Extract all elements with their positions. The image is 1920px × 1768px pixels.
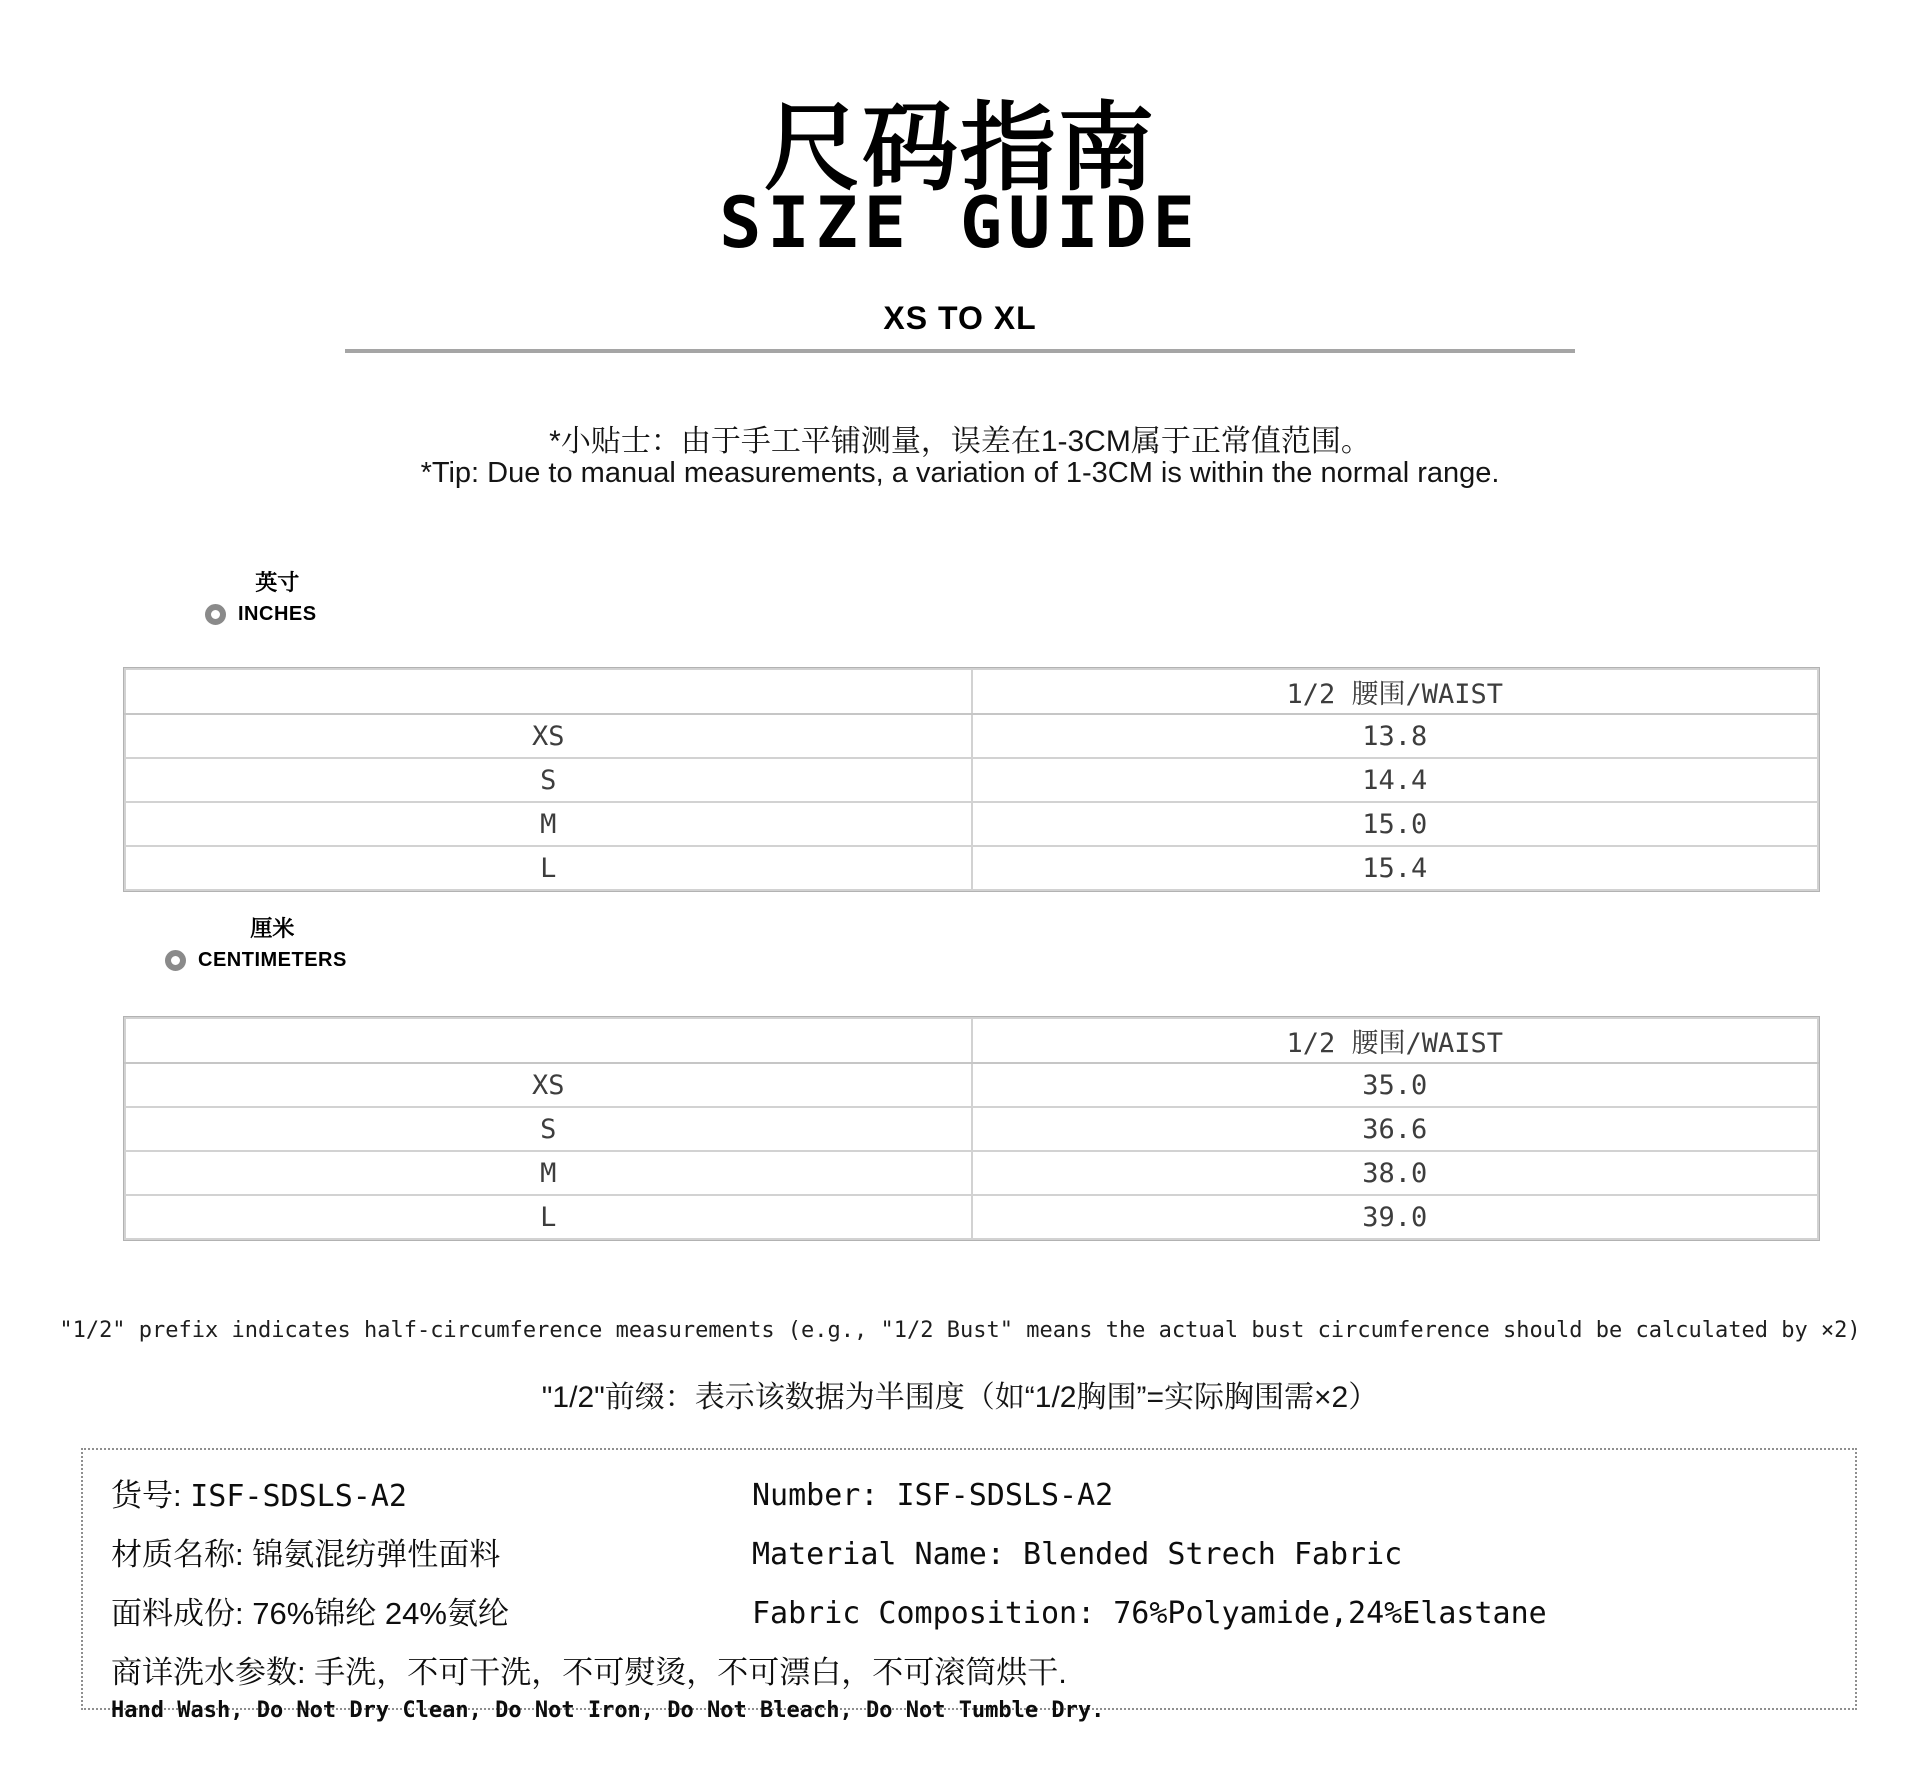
material-en bbox=[752, 1535, 1855, 1581]
unit-section-inches bbox=[205, 566, 317, 626]
unit-section-centimeters bbox=[165, 912, 347, 972]
material-value-en: Blended Strech Fabric bbox=[1022, 1537, 1403, 1572]
size-column-header bbox=[125, 1018, 972, 1063]
page-title-en: SIZE GUIDE bbox=[719, 182, 1201, 264]
size-cell: XS bbox=[125, 1063, 972, 1107]
sku-label-en: Number: bbox=[752, 1478, 897, 1513]
half-prefix-footnote-cn: "1/2"前缀：表示该数据为半围度（如“1/2胸围”=实际胸围需×2） bbox=[541, 1381, 1379, 1414]
table-row bbox=[125, 758, 1818, 802]
table-row bbox=[125, 1107, 1818, 1151]
product-info-box bbox=[81, 1448, 1857, 1723]
fabric-cn bbox=[111, 1594, 752, 1640]
waist-cell: 39.0 bbox=[972, 1195, 1819, 1239]
size-cell: M bbox=[125, 802, 972, 846]
table-row bbox=[125, 1195, 1818, 1239]
fabric-value-en: 76%Polyamide,24%Elastane bbox=[1113, 1596, 1547, 1631]
table-row bbox=[125, 1063, 1818, 1107]
material-label-cn: 材质名称: bbox=[111, 1537, 253, 1572]
table-row bbox=[125, 714, 1818, 758]
size-cell: L bbox=[125, 1195, 972, 1239]
size-range-label: XS TO XL bbox=[883, 300, 1037, 336]
wash-instructions-cn: 商详洗水参数: 手洗，不可干洗，不可熨烫，不可漂白，不可滚筒烘干. bbox=[111, 1655, 1067, 1690]
sku-value-en: ISF-SDSLS-A2 bbox=[896, 1478, 1114, 1513]
material-label-en: Material Name: bbox=[752, 1537, 1023, 1572]
sku-label-cn: 货号: bbox=[111, 1478, 191, 1513]
unit-toggle-inches[interactable] bbox=[205, 603, 317, 626]
size-cell: S bbox=[125, 1107, 972, 1151]
waist-column-header: 1/2 腰围/WAIST bbox=[972, 1018, 1819, 1063]
waist-cell: 15.0 bbox=[972, 802, 1819, 846]
tip-text-en: *Tip: Due to manual measurements, a variation of 1-3CM is within the normal range. bbox=[420, 457, 1500, 489]
waist-cell: 35.0 bbox=[972, 1063, 1819, 1107]
material-value-cn: 锦氨混纺弹性面料 bbox=[252, 1537, 501, 1572]
wash-instructions-en: Hand Wash, Do Not Dry Clean, Do Not Iron, Do Not Bleach, Do Not Tumble Dry. bbox=[111, 1698, 1105, 1723]
table-header-row bbox=[125, 1018, 1818, 1063]
waist-cell: 36.6 bbox=[972, 1107, 1819, 1151]
material-cn bbox=[111, 1535, 752, 1581]
info-row-fabric bbox=[111, 1594, 1855, 1640]
table-row bbox=[125, 846, 1818, 890]
waist-cell: 38.0 bbox=[972, 1151, 1819, 1195]
sku-value-cn: ISF-SDSLS-A2 bbox=[190, 1479, 407, 1514]
size-cell: L bbox=[125, 846, 972, 890]
size-cell: S bbox=[125, 758, 972, 802]
size-table-centimeters bbox=[124, 1017, 1819, 1240]
waist-cell: 15.4 bbox=[972, 846, 1819, 890]
divider-line bbox=[345, 349, 1575, 353]
waist-cell: 14.4 bbox=[972, 758, 1819, 802]
table-header-row bbox=[125, 669, 1818, 714]
info-row-sku bbox=[111, 1476, 1855, 1522]
unit-label-en-inches: INCHES bbox=[238, 603, 317, 625]
unit-label-cn-inches: 英寸 bbox=[255, 570, 300, 595]
page-title-cn: 尺码指南 bbox=[764, 95, 1156, 202]
size-cell: M bbox=[125, 1151, 972, 1195]
fabric-label-cn: 面料成份: bbox=[111, 1596, 253, 1631]
fabric-en bbox=[752, 1594, 1855, 1640]
size-table-inches bbox=[124, 668, 1819, 891]
fabric-label-en: Fabric Composition: bbox=[752, 1596, 1114, 1631]
info-row-material bbox=[111, 1535, 1855, 1581]
sku-en bbox=[752, 1476, 1855, 1522]
waist-cell: 13.8 bbox=[972, 714, 1819, 758]
unit-toggle-centimeters[interactable] bbox=[165, 949, 347, 972]
half-prefix-footnote-en: "1/2" prefix indicates half-circumference measurements (e.g., "1/2 Bust" means the actual bust circumference should be calculated by ×2) bbox=[59, 1318, 1861, 1343]
waist-column-header: 1/2 腰围/WAIST bbox=[972, 669, 1819, 714]
size-cell: XS bbox=[125, 714, 972, 758]
fabric-value-cn: 76%锦纶 24%氨纶 bbox=[252, 1596, 509, 1631]
radio-icon[interactable] bbox=[165, 950, 186, 971]
size-column-header bbox=[125, 669, 972, 714]
radio-icon[interactable] bbox=[205, 604, 226, 625]
unit-label-en-centimeters: CENTIMETERS bbox=[198, 949, 347, 971]
table-row bbox=[125, 1151, 1818, 1195]
sku-cn bbox=[111, 1476, 752, 1522]
tip-text-cn: *小贴士：由于手工平铺测量，误差在1-3CM属于正常值范围。 bbox=[549, 425, 1371, 458]
unit-label-cn-centimeters: 厘米 bbox=[250, 916, 295, 941]
table-row bbox=[125, 802, 1818, 846]
